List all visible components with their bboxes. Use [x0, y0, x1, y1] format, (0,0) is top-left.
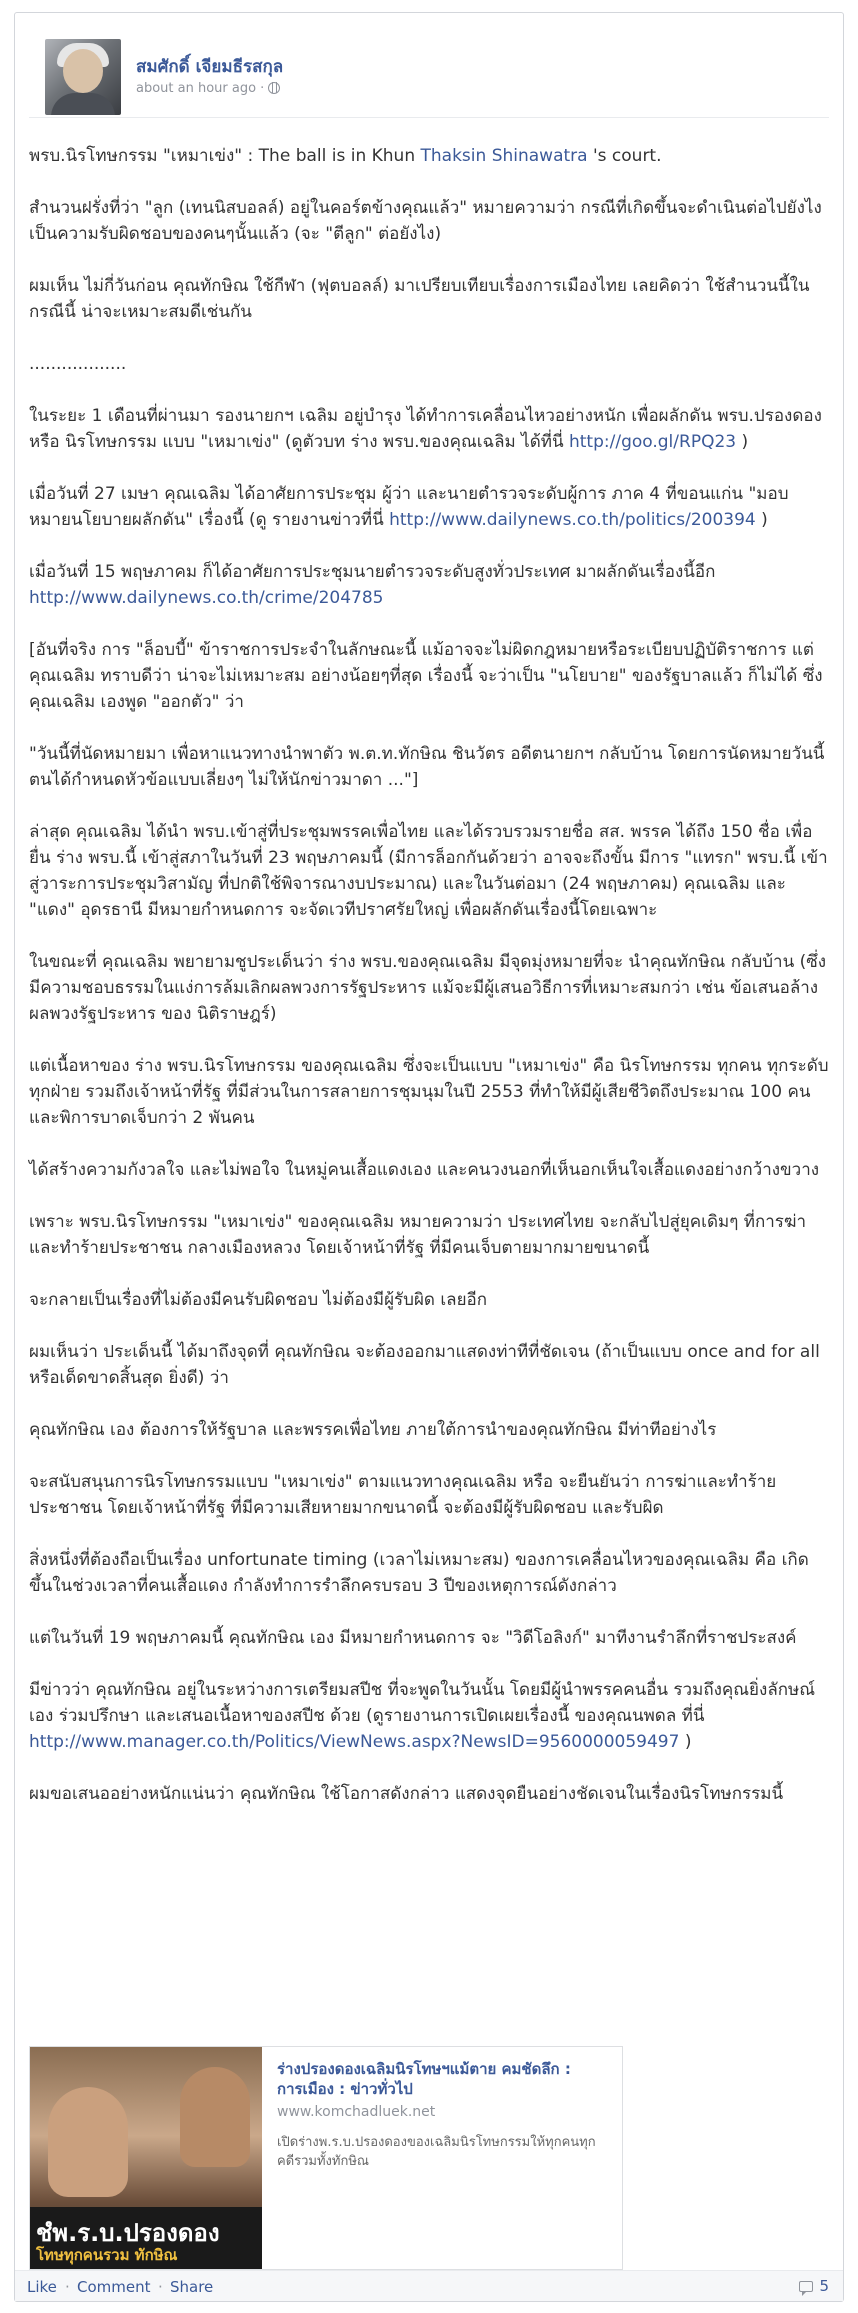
comment-count[interactable] — [799, 2277, 829, 2295]
comment-count-value: 5 — [819, 2277, 829, 2295]
post-actions-bar — [15, 2270, 843, 2301]
post-paragraph: แต่ในวันที่ 19 พฤษภาคมนี้ คุณทักษิณ เอง มีหมายกำหนดการ จะ "วิดีโอลิงก์" มาทีงานรำลึกที่ราชประสงค์ — [29, 1628, 797, 1648]
paragraph-text: เมื่อวันที่ 27 เมษา คุณเฉลิม ได้อาศัยการประชุม ผู้ว่า และนายตำรวจระดับผู้การ ภาค 4 ที่ขอนแก่น "มอบหมายนโยบายผลักดัน" เรื่องนี้ (ดู รายงานข่าวที่นี่ — [29, 484, 789, 530]
paragraph-text: พรบ.นิรโทษกรรม "เหมาเข่ง" : The ball is in Khun — [29, 146, 421, 166]
attachment-title[interactable]: ร่างปรองดองเฉลิมนิรโทษฯแม้ตาย คมชัดลึก : การเมือง : ข่าวทั่วไป — [277, 2060, 571, 2098]
attachment-body — [277, 2059, 607, 2171]
link-attachment[interactable] — [29, 2046, 623, 2270]
url-link[interactable]: http://www.dailynews.co.th/politics/200394 — [389, 510, 756, 530]
post-paragraph: .................. — [29, 354, 127, 374]
post-paragraph: จะกลายเป็นเรื่องที่ไม่ต้องมีคนรับผิดชอบ ไม่ต้องมีผู้รับผิด เลยอีก — [29, 1290, 488, 1310]
attachment-description: เปิดร่างพ.ร.บ.ปรองดองของเฉลิมนิรโทษกรรมให้ทุกคนทุกคดีรวมทั้งทักษิณ — [277, 2135, 596, 2169]
url-link[interactable]: http://www.dailynews.co.th/crime/204785 — [29, 588, 384, 608]
thumbnail-person — [48, 2087, 128, 2197]
post-paragraph: เพราะ พรบ.นิรโทษกรรม "เหมาเข่ง" ของคุณเฉลิม หมายความว่า ประเทศไทย จะกลับไปสู่ยุคเดิมๆ ที่การฆ่าและทำร้ายประชาชน กลางเมืองหลวง โดยเจ้าหน้าที่รัฐ ที่มีคนเจ็บตายมากมายขนาดนี้ — [29, 1212, 807, 1258]
post-paragraph — [29, 1677, 829, 1755]
post-paragraph: สิ่งหนึ่งที่ต้องถือเป็นเรื่อง unfortunate timing (เวลาไม่เหมาะสม) ของการเคลื่อนไหวของคุณเฉลิม คือ เกิดขึ้นในช่วงเวลาที่คนเสื้อแดง กำลังทำการรำลึกครบรอบ 3 ปีของเหตุการณ์ดังกล่าว — [29, 1550, 809, 1596]
post-body — [29, 143, 829, 1833]
header-divider — [29, 117, 829, 118]
post-paragraph: ล่าสุด คุณเฉลิม ได้นำ พรบ.เข้าสู่ที่ประชุมพรรคเพื่อไทย และได้รวบรวมรายชื่อ สส. พรรค ได้ถึง 150 ชื่อ เพื่อยื่น ร่าง พรบ.นี้ เข้าสู่สภาในวันที่ 23 พฤษภาคมนี้ (มีการล็อกกันด้วยว่า อาจจะถึงขั้น มีการ "แทรก" พรบ.นี้ เข้าสู่วาระการประชุมวิสามัญ ที่ปกติใช้พิจารณางบประมาณ) และในวันต่อมา (24 พฤษภาคม) คุณเฉลิม และ "แดง" อุดรธานี มีหมายกำหนดการ จะจัดเวทีปราศรัยใหญ่ เพื่อผลักดันเรื่องนี้โดยเฉพาะ — [29, 822, 828, 920]
post-timestamp[interactable]: about an hour ago — [136, 81, 257, 96]
paragraph-text: 's court. — [587, 146, 662, 166]
attachment-domain: www.komchadluek.net — [277, 2104, 436, 2120]
post-paragraph — [29, 559, 829, 611]
post-paragraph: จะสนับสนุนการนิรโทษกรรมแบบ "เหมาเข่ง" ตามแนวทางคุณเฉลิม หรือ จะยืนยันว่า การฆ่าและทำร้ายประชาชน โดยเจ้าหน้าที่รัฐ ที่มีความเสียหายมากขนาดนี้ จะต้องมีผู้รับผิดชอบ และรับผิด — [29, 1472, 777, 1518]
post-paragraph: คุณทักษิณ เอง ต้องการให้รัฐบาล และพรรคเพื่อไทย ภายใต้การนำของคุณทักษิณ มีท่าทีอย่างไร — [29, 1420, 717, 1440]
url-link[interactable]: http://www.manager.co.th/Politics/ViewNews.aspx?NewsID=9560000059497 — [29, 1732, 680, 1752]
url-link[interactable]: http://goo.gl/RPQ23 — [568, 432, 737, 452]
like-button[interactable]: Like — [27, 2278, 57, 2296]
thumbnail-subcaption: โทษทุกคนรวม ทักษิณ — [36, 2246, 178, 2264]
globe-icon[interactable] — [268, 82, 280, 94]
attachment-thumbnail[interactable] — [30, 2047, 262, 2269]
paragraph-text: มีข่าวว่า คุณทักษิณ อยู่ในระหว่างการเตรียมสปีช ที่จะพูดในวันนั้น โดยมีผู้นำพรรคคนอื่น รวมถึงคุณยิ่งลักษณ์ เอง ร่วมปรึกษา และเสนอเนื้อหาของสปีช ด้วย (ดูรายงานการเปิดเผยเรื่องนี้ ของคุณนพดล ที่นี่ — [29, 1680, 816, 1726]
post-paragraph: "วันนี้ที่นัดหมายมา เพื่อหาแนวทางนำพาตัว พ.ต.ท.ทักษิณ ชินวัตร อดีตนายกฯ กลับบ้าน โดยการนัดหมายวันนี้ตนได้กำหนดหัวข้อแบบเลี่ยงๆ ไม่ให้นักข่าวมาดา ..."] — [29, 744, 825, 790]
meta-separator: · — [260, 81, 265, 96]
post-paragraph: [อันที่จริง การ "ล็อบบี้" ข้าราชการประจำในลักษณะนี้ แม้อาจจะไม่ผิดกฎหมายหรือระเบียบปฏิบัติราชการ แต่คุณเฉลิม ทราบดีว่า น่าจะไม่เหมาะสม อย่างน้อยๆที่สุด เรื่องนี้ จะว่าเป็น "นโยบาย" ของรัฐบาลแล้ว ก็ไม่ได้ ซึ่งคุณเฉลิม เองพูด "ออกตัว" ว่า — [29, 640, 823, 712]
post-paragraph: ในขณะที่ คุณเฉลิม พยายามชูประเด็นว่า ร่าง พรบ.ของคุณเฉลิม มีจุดมุ่งหมายที่จะ นำคุณทักษิณ กลับบ้าน (ซึ่งมีความชอบธรรมในแง่การล้มเลิกผลพวงการรัฐประหาร แม้จะมีผู้เสนอวิธีการที่เหมาะสมกว่า เช่น ข้อเสนอล้างผลพวงรัฐประหาร ของ นิติราษฎร์) — [29, 952, 827, 1024]
post-paragraph: แต่เนื้อหาของ ร่าง พรบ.นิรโทษกรรม ของคุณเฉลิม ซึ่งจะเป็นแบบ "เหมาเข่ง" คือ นิรโทษกรรม ทุกคน ทุกระดับ ทุกฝ่าย รวมถึงเจ้าหน้าที่รัฐ ที่มีส่วนในการสลายการชุมนุมในปี 2553 ที่ทำให้มีผู้เสียชีวิตถึงประมาณ 100 คน และพิการบาดเจ็บกว่า 2 พันคน — [29, 1056, 829, 1128]
avatar[interactable] — [45, 39, 121, 115]
comment-button[interactable]: Comment — [77, 2278, 151, 2296]
paragraph-text: ) — [679, 1732, 692, 1752]
tagged-person-link[interactable]: Thaksin Shinawatra — [420, 146, 588, 166]
avatar-body — [51, 93, 115, 115]
paragraph-text: ) — [755, 510, 768, 530]
comment-bubble-icon — [799, 2281, 813, 2292]
facebook-post — [14, 12, 844, 2302]
post-meta — [136, 81, 280, 96]
paragraph-text: ในระยะ 1 เดือนที่ผ่านมา รองนายกฯ เฉลิม อยู่บำรุง ได้ทำการเคลื่อนไหวอย่างหนัก เพื่อผลักดัน พรบ.ปรองดอง หรือ นิรโทษกรรม แบบ "เหมาเข่ง" (ดูตัวบท ร่าง พรบ.ของคุณเฉลิม ได้ที่นี่ — [29, 406, 822, 452]
action-separator: · — [158, 2278, 163, 2296]
post-paragraph — [29, 481, 829, 533]
thumbnail-person — [180, 2067, 250, 2167]
action-separator: · — [65, 2278, 70, 2296]
post-paragraph: ผมเห็นว่า ประเด็นนี้ ได้มาถึงจุดที่ คุณทักษิณ จะต้องออกมาแสดงท่าทีที่ชัดเจน (ถ้าเป็นแบบ once and for all หรือเด็ดขาดสิ้นสุด ยิ่งดี) ว่า — [29, 1342, 820, 1388]
post-paragraph: สำนวนฝรั่งที่ว่า "ลูก (เทนนิสบอลล์) อยู่ในคอร์ตข้างคุณแล้ว" หมายความว่า กรณีที่เกิดขึ้นจะดำเนินต่อไปยังไง เป็นความรับผิดชอบของคนๆนั้นแล้ว (จะ "ตีลูก" ต่อยังไง) — [29, 198, 822, 244]
post-header — [31, 27, 821, 107]
post-paragraph: ผมเห็น ไม่กี่วันก่อน คุณทักษิณ ใช้กีฬา (ฟุตบอลล์) มาเปรียบเทียบเรื่องการเมืองไทย เลยคิดว่า ใช้สำนวนนี้ในกรณีนี้ น่าจะเหมาะสมดีเช่นกัน — [29, 276, 810, 322]
author-name[interactable]: สมศักดิ์ เจียมธีรสกุล — [136, 57, 284, 77]
thumbnail-caption: ชํพ.ร.บ.ปรองดอง — [36, 2219, 220, 2247]
avatar-face — [63, 49, 103, 93]
paragraph-text: ) — [736, 432, 749, 452]
paragraph-text: เมื่อวันที่ 15 พฤษภาคม ก็ได้อาศัยการประชุมนายตำรวจระดับสูงทั่วประเทศ มาผลักดันเรื่องนี้อีก — [29, 562, 716, 582]
post-paragraph — [29, 143, 829, 169]
post-paragraph — [29, 403, 829, 455]
post-paragraph: ผมขอเสนออย่างหนักแน่นว่า คุณทักษิณ ใช้โอกาสดังกล่าว แสดงจุดยืนอย่างชัดเจนในเรื่องนิรโทษกรรมนี้ — [29, 1784, 784, 1804]
post-paragraph: ได้สร้างความกังวลใจ และไม่พอใจ ในหมู่คนเสื้อแดงเอง และคนวงนอกที่เห็นอกเห็นใจเสื้อแดงอย่างกว้างขวาง — [29, 1160, 820, 1180]
share-button[interactable]: Share — [170, 2278, 214, 2296]
